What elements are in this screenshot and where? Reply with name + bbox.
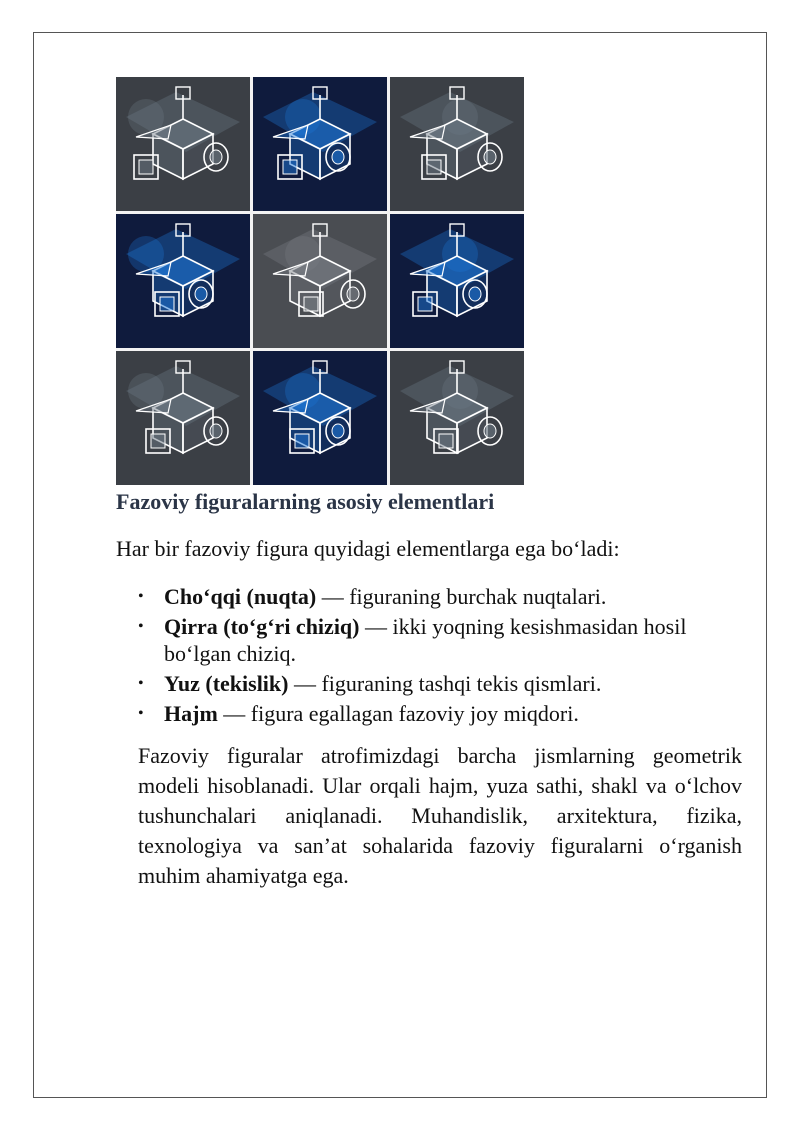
tile-blue-prism-graphic (253, 77, 387, 211)
tile-cube-cylinder-graphic (116, 77, 250, 211)
list-item (136, 583, 746, 610)
tile-blue-prism (253, 77, 387, 211)
tile-grey-sphere (116, 351, 250, 485)
element-description: — figuraning burchak nuqtalari. (316, 584, 607, 609)
bullet-icon: • (138, 588, 144, 605)
element-term: Cho‘qqi (nuqta) (164, 584, 317, 609)
tile-grey-cubes-graphic (253, 214, 387, 348)
element-description: — ikki yoqning kesishmasidan hosil bo‘lgan chiziq. (164, 614, 687, 666)
tile-blue-frames-graphic (253, 351, 387, 485)
tile-grey-cubes (253, 214, 387, 348)
tile-blue-cone (390, 214, 524, 348)
element-term: Yuz (tekislik) (164, 671, 289, 696)
tile-grey-sphere-graphic (116, 351, 250, 485)
element-term: Qirra (to‘g‘ri chiziq) (164, 614, 360, 639)
bullet-icon: • (138, 705, 144, 722)
list-item (136, 700, 746, 727)
tile-blue-cylinder-graphic (116, 214, 250, 348)
bullet-icon: • (138, 675, 144, 692)
tile-blue-frames (253, 351, 387, 485)
tile-grey-globe-graphic (390, 351, 524, 485)
list-item (136, 670, 746, 697)
list-item (136, 613, 746, 667)
intro-text: Har bir fazoviy figura quyidagi elementlarga ega bo‘ladi: (116, 536, 620, 561)
elements-list (136, 583, 746, 730)
tile-blue-cone-graphic (390, 214, 524, 348)
section-heading: Fazoviy figuralarning asosiy elementlari (116, 489, 495, 514)
element-description: — figura egallagan fazoviy joy miqdori. (217, 701, 579, 726)
tile-gear-cube (390, 77, 524, 211)
tile-blue-cylinder (116, 214, 250, 348)
bullet-icon: • (138, 618, 144, 635)
tile-gear-cube-graphic (390, 77, 524, 211)
element-description: — figuraning tashqi tekis qismlari. (288, 671, 602, 696)
element-term: Hajm (164, 701, 218, 726)
body-paragraph: Fazoviy figuralar atrofimizdagi barcha jismlarning geometrik modeli hisoblanadi. Ular orqali hajm, yuza sathi, shakl va o‘lchov tushunchalari aniqlanadi. Muhandislik, arxitektura, fizika, texnologiya va san’at sohalarida fazoviy figuralarni o‘rganish muhim ahamiyatga ega. (138, 743, 742, 888)
tile-cube-cylinder (116, 77, 250, 211)
geometric-figures-illustration (116, 77, 524, 485)
tile-grey-globe (390, 351, 524, 485)
